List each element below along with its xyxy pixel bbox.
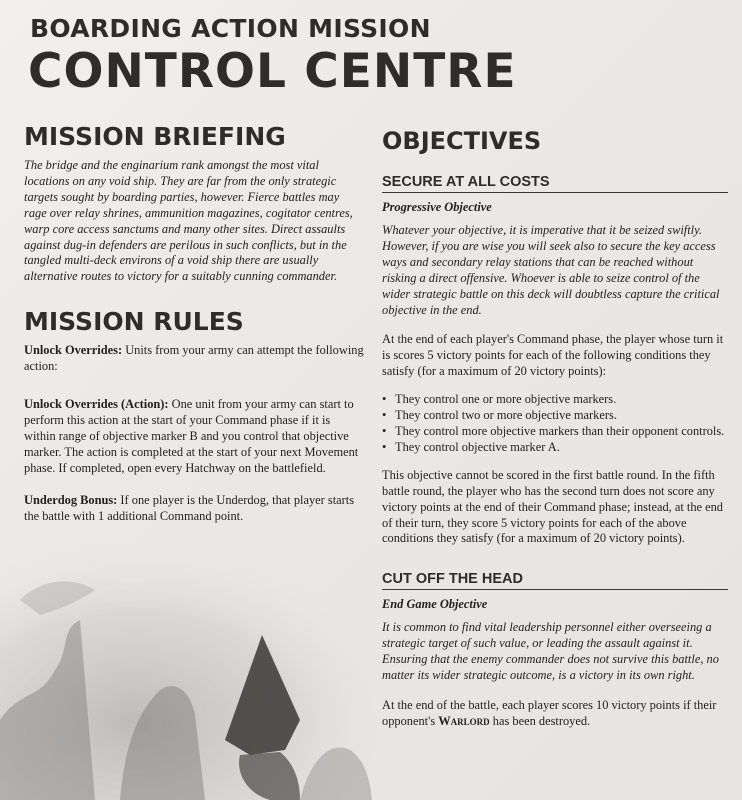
rule-unlock-overrides-action xyxy=(24,397,364,477)
objective-secure-at-all-costs xyxy=(382,174,728,547)
objective-flavor-text: Whatever your objective, it is imperative that it be seized swiftly. However, if you are wise you will seek also to secure the key access ways and secondary relay stations that can be reached without risking a direct offensive. Whoever is able to seize control of the wider strategic battle on this deck will doubtless capture the critical objective in the end. xyxy=(382,223,720,317)
briefing-heading: MISSION BRIEFING xyxy=(24,122,286,151)
rule-unlock-overrides xyxy=(24,343,364,375)
rule-label: Underdog Bonus: xyxy=(24,492,118,507)
objective-scoring-note: This objective cannot be scored in the first battle round. In the fifth battle round, the player who has the second turn does not score any victory points at the end of their Command phase; instead, at the end of their turn, they score 5 victory points for each of the above conditions they satisfy (for a maximum of 20 victory points). xyxy=(382,467,724,546)
rule-underdog-bonus xyxy=(24,493,364,525)
mission-kicker: BOARDING ACTION MISSION xyxy=(30,14,431,43)
condition-item: • They control more objective markers than their opponent controls. xyxy=(382,424,728,440)
objective-flavor-text: It is common to find vital leadership personnel either overseeing a strategic target of such value, or leading the assault against it. Ensuring that the enemy commander does not survive this battle, no matter its wider strategic outcome, is a victory in its own right. xyxy=(382,620,719,683)
objective-title: CUT OFF THE HEAD xyxy=(382,571,728,590)
objective-type: End Game Objective xyxy=(382,597,488,612)
rule-label: Unlock Overrides (Action): xyxy=(24,397,169,412)
rule-text: Units from your army can attempt the following action: xyxy=(24,343,364,374)
objective-scoring-intro: At the end of each player's Command phase, the player whose turn it is scores 5 victory points for each of the following conditions they satisfy (for a maximum of 20 victory points): xyxy=(382,332,724,379)
scoring-text-end: has been destroyed. xyxy=(489,713,591,728)
mission-title: CONTROL CENTRE xyxy=(28,44,517,99)
objective-title: SECURE AT ALL COSTS xyxy=(382,174,728,193)
condition-list xyxy=(382,392,728,456)
scoring-text-start: At the end of the battle, each player scores 10 victory points if their opponent's xyxy=(382,697,717,728)
warlord-keyword: Warlord xyxy=(438,713,490,728)
objective-scoring-text xyxy=(382,698,728,730)
objectives-heading: OBJECTIVES xyxy=(382,127,542,155)
right-column xyxy=(382,126,728,742)
rule-label: Unlock Overrides: xyxy=(24,343,123,358)
background-artwork xyxy=(0,540,380,800)
rule-text: One unit from your army can start to perform this action at the start of your Command phase if it is within range of objective marker B and you control that objective marker. The action is completed at the start of your next Movement phase. If completed, open every Hatchway on the battlefield. xyxy=(24,397,359,475)
rule-text: If one player is the Underdog, that player starts the battle with 1 additional Command point. xyxy=(24,492,355,523)
objective-type: Progressive Objective xyxy=(382,200,492,214)
condition-item: • They control one or more objective markers. xyxy=(382,392,728,408)
objective-cut-off-the-head xyxy=(382,571,728,729)
briefing-text: The bridge and the enginarium rank amongst the most vital locations on any void ship. They are far from the only strategic targets sought by boarding parties, however. Fierce battles may rage over relay shrines, ammunition magazines, cogitator centres, warp core access sanctums and many other sites. Direct assaults against dug-in defenders are perilous in such conflicts, but in the tangled multi-deck environs of a void ship there are usually alternative routes to victory for a suitably cunning commander. xyxy=(24,158,353,284)
condition-item: • They control objective marker A. xyxy=(382,440,728,456)
rules-heading: MISSION RULES xyxy=(24,307,244,337)
condition-item: • They control two or more objective markers. xyxy=(382,408,728,424)
left-column xyxy=(24,122,364,538)
